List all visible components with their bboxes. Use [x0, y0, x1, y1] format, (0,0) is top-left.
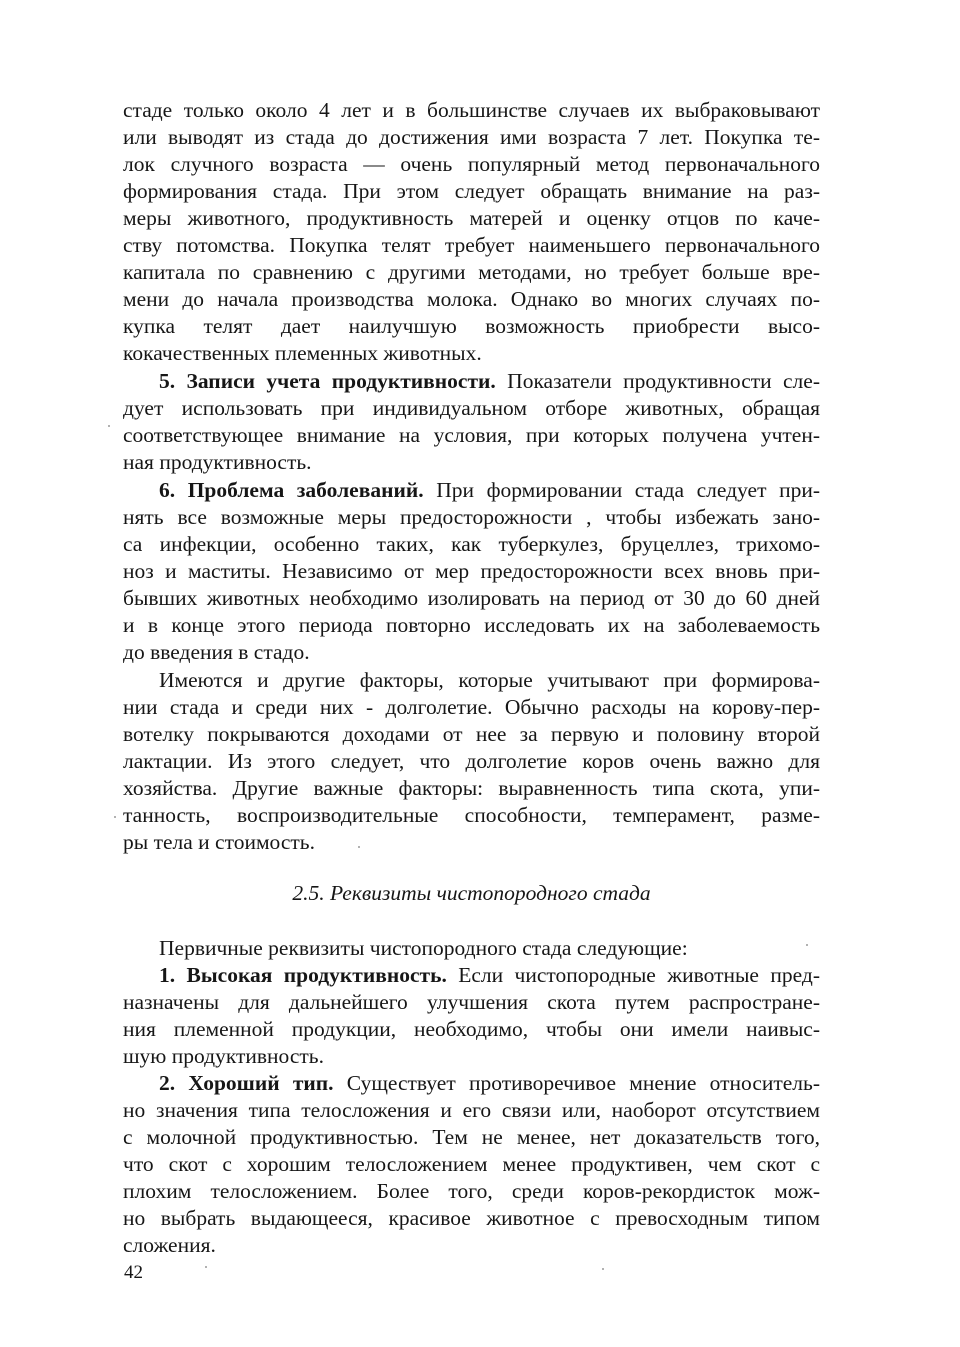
text-line: танность, воспроизводительные способности, темперамент, разме-	[123, 803, 820, 827]
text-line: Имеются и другие факторы, которые учитывают при формирова-	[159, 668, 820, 692]
paragraph-requisite-2	[123, 1070, 820, 1259]
scan-speck	[114, 816, 116, 818]
scan-speck	[806, 944, 808, 946]
text-line	[123, 477, 820, 504]
text-line: нять все возможные меры предосторожности , чтобы избежать зано-	[123, 505, 820, 529]
scan-speck	[205, 1266, 207, 1268]
requisite-2-title: 2. Хороший тип.	[159, 1071, 334, 1095]
text-line	[123, 962, 820, 989]
text-line: кокачественных племенных животных.	[123, 341, 482, 365]
text-line: ры тела и стоимость.	[123, 830, 315, 854]
text-line: лок случного возраста — очень популярный метод первоначального	[123, 152, 820, 176]
paragraph-item-5	[123, 368, 820, 476]
page-number: 42	[124, 1262, 143, 1283]
text-line: ству потомства. Покупка телят требует наименьшего первоначального	[123, 233, 820, 257]
text-line: вотелку покрываются доходами от нее за первую и половину второй	[123, 722, 820, 746]
paragraph-item-6	[123, 477, 820, 666]
paragraph-intro	[123, 935, 820, 962]
text-line: нии стада и среди них - долголетие. Обычно расходы на корову-пер-	[123, 695, 820, 719]
scan-speck	[108, 425, 110, 427]
text-line: меры животного, продуктивность матерей и оценку отцов по каче-	[123, 206, 820, 230]
text-line: с молочной продуктивностью. Тем не менее, нет доказательств того,	[123, 1125, 820, 1149]
section-heading: 2.5. Реквизиты чистопородного стада	[292, 881, 651, 905]
text-line: бывших животных необходимо изолировать на период от 30 до 60 дней	[123, 586, 820, 610]
text-line: сложения.	[123, 1233, 216, 1257]
text-line: Первичные реквизиты чистопородного стада следующие:	[159, 936, 688, 960]
paragraph-herd-purchase	[123, 97, 820, 367]
text-line: и в конце этого периода повторно исследовать их на заболеваемость	[123, 613, 820, 637]
text-line	[123, 1070, 820, 1097]
text-line: капитала по сравнению с другими методами, но требует больше вре-	[123, 260, 820, 284]
item-5-title: 5. Записи учета продуктивности.	[159, 369, 496, 393]
text-line: ная продуктивность.	[123, 450, 312, 474]
text-line: хозяйства. Другие важные факторы: выравненность типа скота, упи-	[123, 776, 820, 800]
requisite-1-text: Если чистопородные животные пред-	[446, 963, 820, 987]
scan-speck	[602, 1268, 604, 1270]
text-line: шую продуктивность.	[123, 1044, 324, 1068]
text-line: ния племенной продукции, необходимо, чтобы они имели наивыс-	[123, 1017, 820, 1041]
text-line: стаде только около 4 лет и в большинстве случаев их выбраковывают	[123, 98, 820, 122]
text-line: до введения в стадо.	[123, 640, 310, 664]
text-line: лактации. Из этого следует, что долголетие коров очень важно для	[123, 749, 820, 773]
text-line: купка телят дает наилучшую возможность приобрести высо-	[123, 314, 820, 338]
text-line: соответствующее внимание на условия, при которых получена учтен-	[123, 423, 820, 447]
text-line: дует использовать при индивидуальном отборе животных, обращая	[123, 396, 820, 420]
scan-speck	[358, 846, 360, 848]
text-line: мени до начала производства молока. Однако во многих случаях по-	[123, 287, 820, 311]
paragraph-requisite-1	[123, 962, 820, 1070]
text-line: или выводят из стада до достижения ими возраста 7 лет. Покупка те-	[123, 125, 820, 149]
text-line: назначены для дальнейшего улучшения скота путем распростране-	[123, 990, 820, 1014]
text-line: плохим телосложением. Более того, среди коров-рекордисток мож-	[123, 1179, 820, 1203]
text-line	[123, 368, 820, 395]
item-5-text: Показатели продуктивности сле-	[495, 369, 820, 393]
item-6-title: 6. Проблема заболеваний.	[159, 478, 424, 502]
requisite-1-title: 1. Высокая продуктивность.	[159, 963, 447, 987]
text-line: но выбрать выдающееся, красивое животное с превосходным типом	[123, 1206, 820, 1230]
text-line: но значения типа телосложения и его связи или, наоборот отсутствием	[123, 1098, 820, 1122]
text-line: ноз и маститы. Независимо от мер предосторожности всех вновь при-	[123, 559, 820, 583]
requisite-2-text: Существует противоречивое мнение относитель-	[333, 1071, 820, 1095]
text-line: формирования стада. При этом следует обращать внимание на раз-	[123, 179, 820, 203]
text-line: са инфекции, особенно таких, как туберкулез, бруцеллез, трихомо-	[123, 532, 820, 556]
item-6-text: При формировании стада следует при-	[423, 478, 820, 502]
paragraph-other-factors	[123, 667, 820, 856]
text-line: что скот с хорошим телосложением менее продуктивен, чем скот с	[123, 1152, 820, 1176]
